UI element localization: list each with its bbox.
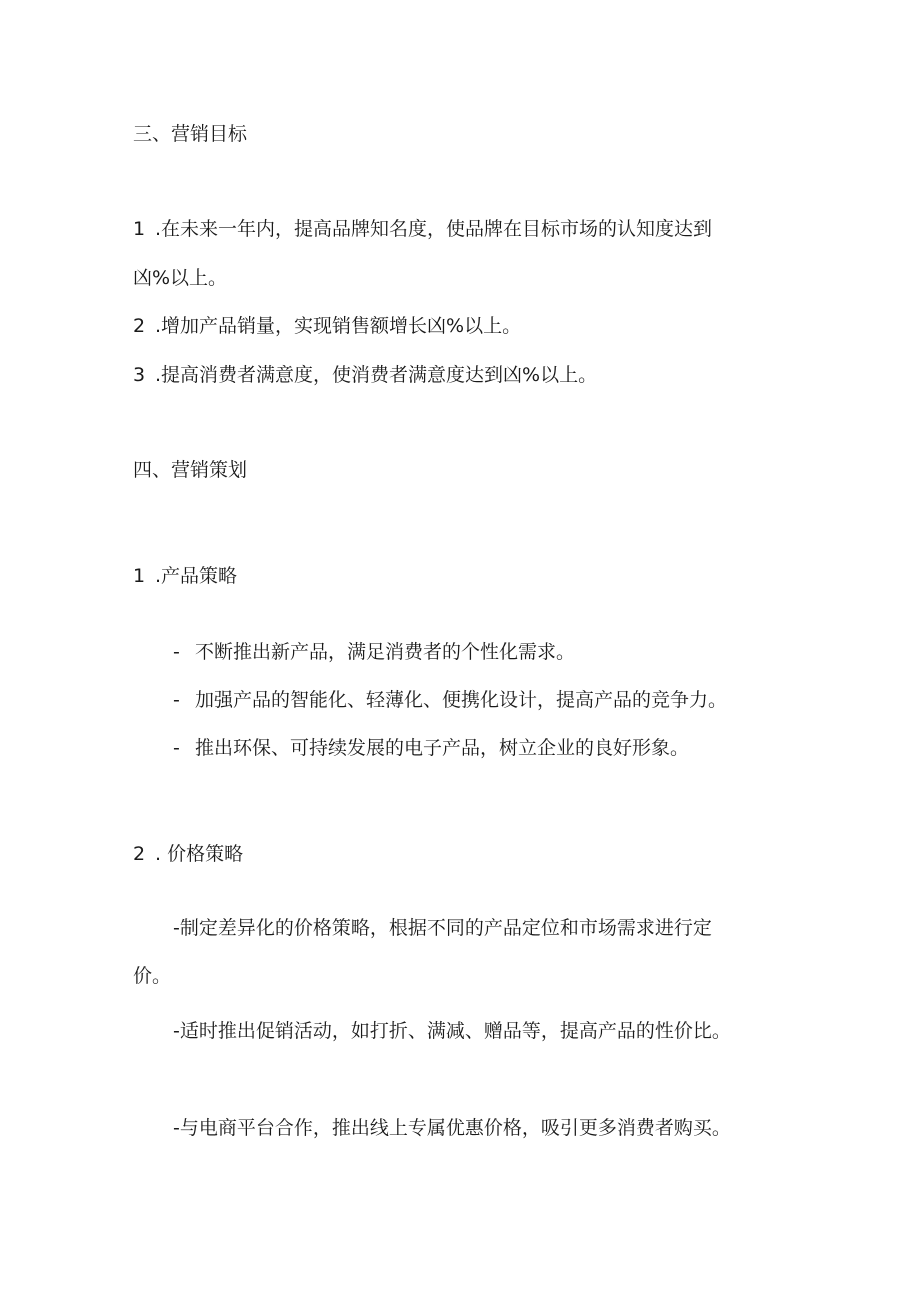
bullet-text: 不断推出新产品，满足消费者的个性化需求。 <box>195 641 576 663</box>
bullet-dash: - <box>173 689 180 711</box>
goal-number: 1 <box>133 218 146 240</box>
product-bullet-1 <box>173 640 575 664</box>
goal-text: .提高消费者满意度，使消费者满意度达到凶%以上。 <box>155 364 598 386</box>
price-bullet-1-continuation: 价。 <box>133 965 172 987</box>
bullet-text: 推出环保、可持续发展的电子产品，树立企业的良好形象。 <box>195 737 690 759</box>
subheading-product-strategy <box>133 564 237 588</box>
subheading-title: .产品策略 <box>155 565 238 587</box>
section-heading-marketing-plan: 四、营销策划 <box>133 459 248 481</box>
subheading-number: 1 <box>133 565 146 587</box>
price-bullet-2: -适时推出促销活动，如打折、满减、赠品等，提高产品的性价比。 <box>173 1020 731 1042</box>
section-heading-marketing-goals: 三、营销目标 <box>133 123 248 145</box>
product-bullet-2 <box>173 688 727 712</box>
goal-item-1-continuation: 凶%以上。 <box>133 267 228 289</box>
subheading-price-strategy <box>133 842 243 866</box>
price-bullet-3: -与电商平台合作，推出线上专属优惠价格，吸引更多消费者购买。 <box>173 1117 731 1139</box>
goal-item-2 <box>133 314 521 338</box>
subheading-title: . 价格策略 <box>155 843 244 865</box>
bullet-dash: - <box>173 641 180 663</box>
subheading-number: 2 <box>133 843 146 865</box>
goal-number: 2 <box>133 315 146 337</box>
price-bullet-1: -制定差异化的价格策略，根据不同的产品定位和市场需求进行定 <box>173 917 712 939</box>
bullet-dash: - <box>173 737 180 759</box>
goal-number: 3 <box>133 364 146 386</box>
bullet-text: 加强产品的智能化、轻薄化、便携化设计，提高产品的竞争力。 <box>195 689 728 711</box>
goal-item-3 <box>133 363 597 387</box>
goal-text: .在未来一年内，提高品牌知名度，使品牌在目标市场的认知度达到 <box>155 218 713 240</box>
goal-text: .增加产品销量，实现销售额增长凶%以上。 <box>155 315 522 337</box>
product-bullet-3 <box>173 736 689 760</box>
goal-item-1 <box>133 217 712 241</box>
